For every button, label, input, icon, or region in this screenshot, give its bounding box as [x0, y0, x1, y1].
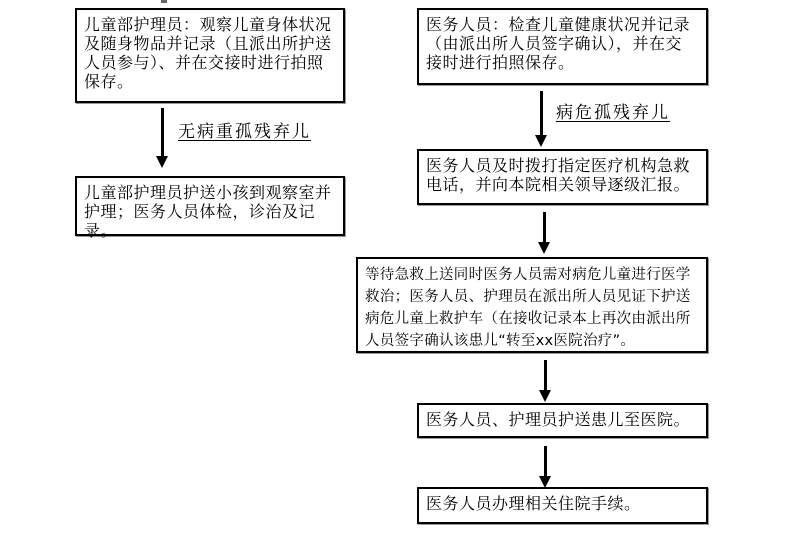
arrow-shaft [543, 212, 546, 242]
arrow-head-icon [156, 156, 168, 168]
arrow-down-to-rescue [538, 212, 550, 254]
cropped-arrow-remnant [161, 0, 167, 3]
arrow-shaft [540, 91, 543, 135]
box-admission-procedures: 医务人员办理相关住院手续。 [417, 487, 708, 524]
arrow-down-right-branch [535, 91, 547, 147]
arrow-shaft [161, 108, 164, 156]
arrow-head-icon [538, 242, 550, 254]
box-rescue-and-transfer: 等待急救上送同时医务人员需对病危儿童进行医学救治；医务人员、护理员在派出所人员见证下护送病危儿童上救护车（在接收记录本上再次由派出所人员签字确认该患儿“转至xx医院治疗”。 [356, 257, 708, 353]
arrow-down-to-escort [539, 360, 551, 402]
label-non-critical-abandoned-child: 无病重孤残弃儿 [178, 122, 311, 142]
box-escort-observation-room: 儿童部护理员护送小孩到观察室并护理；医务人员体检，诊治及记录。 [75, 176, 345, 236]
box-escort-to-hospital: 医务人员、护理员护送患儿至医院。 [417, 403, 708, 438]
label-critical-abandoned-child: 病危孤残弃儿 [556, 103, 670, 123]
arrow-head-icon [535, 135, 547, 147]
arrow-down-to-admission [539, 446, 551, 488]
box-nursery-observe-record: 儿童部护理员：观察儿童身体状况及随身物品并记录（且派出所护送人员参与）、并在交接时进行拍照保存。 [75, 8, 345, 103]
box-medical-check-record: 医务人员：检查儿童健康状况并记录（由派出所人员签字确认），并在交接时进行拍照保存。 [417, 8, 708, 85]
arrow-down-left-branch [156, 108, 168, 168]
arrow-shaft [544, 446, 547, 476]
box-call-emergency-report: 医务人员及时拨打指定医疗机构急救电话，并向本院相关领导逐级汇报。 [417, 149, 708, 205]
arrow-head-icon [539, 390, 551, 402]
arrow-shaft [544, 360, 547, 390]
